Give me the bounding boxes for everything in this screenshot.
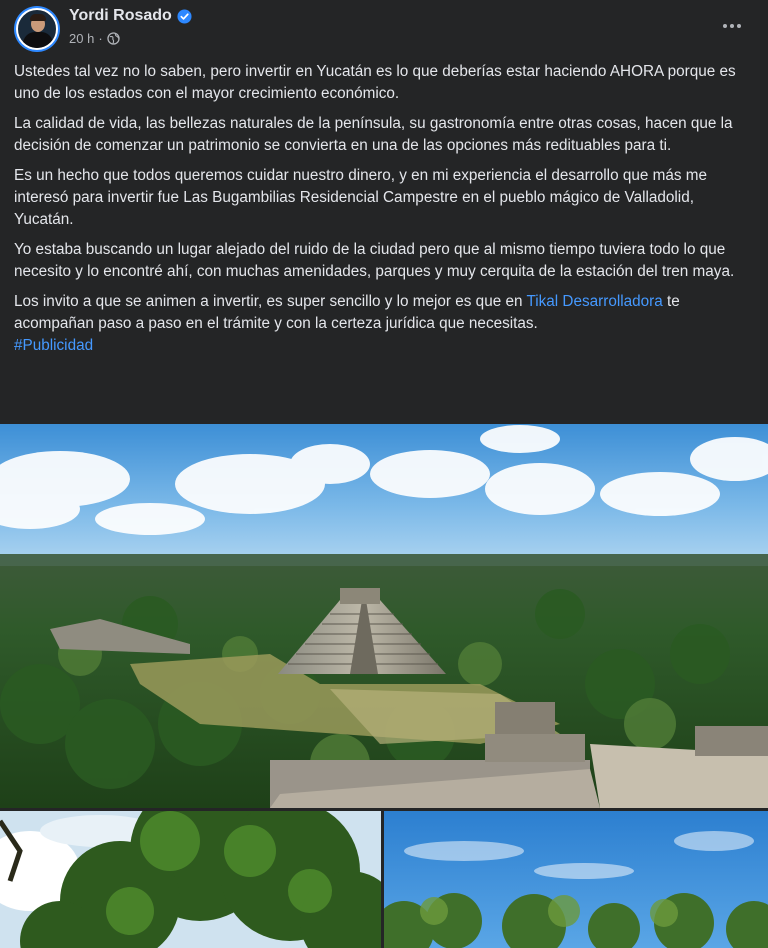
post-photo-secondary[interactable]	[0, 811, 381, 948]
text-after-link: te acompañan paso a paso en el trámite y con la certeza jurídica que necesitas.	[14, 293, 680, 332]
post-paragraph-last	[14, 291, 756, 335]
hashtag-link[interactable]: #Publicidad	[14, 337, 94, 354]
post-photo-tertiary[interactable]	[384, 811, 768, 948]
meta-separator: ·	[98, 31, 103, 46]
globe-icon[interactable]	[107, 32, 120, 45]
post-photo-main[interactable]	[0, 424, 768, 808]
post-meta	[69, 31, 120, 46]
author-row	[69, 7, 192, 25]
author-avatar[interactable]	[14, 6, 60, 52]
hashtag-row	[14, 335, 756, 357]
post-header	[0, 0, 768, 58]
post-paragraph: Yo estaba buscando un lugar alejado del ruido de la ciudad pero que al mismo tiempo tuviera todo lo que necesito y lo encontré ahí, con muchas amenidades, parques y muy cerquita de la estación del tren maya.	[14, 241, 735, 280]
post-text	[14, 61, 756, 365]
author-name[interactable]: Yordi Rosado	[69, 7, 172, 24]
post-paragraph: Ustedes tal vez no lo saben, pero invertir en Yucatán es lo que deberías estar haciendo AHORA porque es uno de los estados con el mayor crecimiento económico.	[14, 63, 736, 102]
page-mention-link[interactable]: Tikal Desarrolladora	[526, 293, 663, 310]
post-timestamp[interactable]: 20 h	[69, 31, 95, 46]
post-paragraph: Es un hecho que todos queremos cuidar nuestro dinero, y en mi experiencia el desarrollo que más me interesó para invertir fue Las Bugambilias Residencial Campestre en el pueblo mágico de Valladolid, Yucatán.	[14, 167, 707, 228]
more-options-icon[interactable]	[714, 8, 750, 44]
post-paragraph: La calidad de vida, las bellezas naturales de la península, su gastronomía entre otras cosas, hacen que la decisión de comenzar un patrimonio se convierta en una de las opciones más redituables para ti.	[14, 115, 733, 154]
verified-badge-icon	[177, 9, 192, 24]
text-before-link: Los invito a que se animen a invertir, es super sencillo y lo mejor es que en	[14, 293, 527, 310]
avatar-photo	[16, 8, 58, 50]
